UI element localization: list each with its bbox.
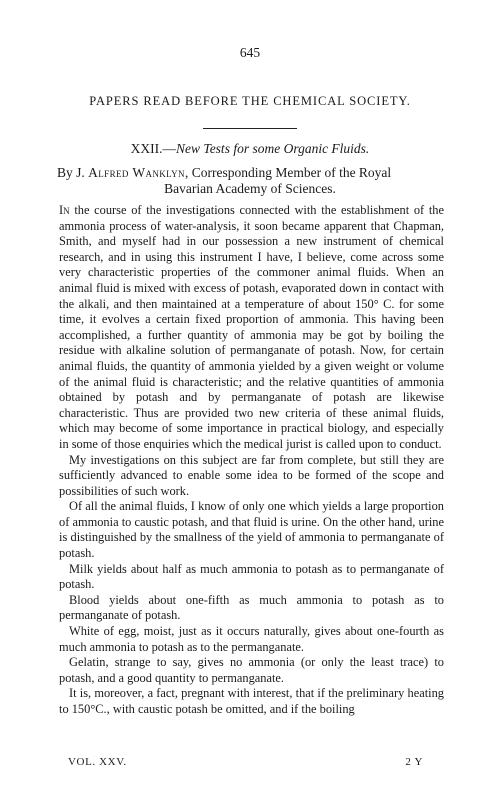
byline — [57, 165, 443, 197]
title-rule — [203, 128, 297, 129]
paragraph-8: It is, moreover, a fact, pregnant with interest, that if the preliminary heating to 150°C., with caustic potash be omitted, and if the boiling — [59, 686, 444, 716]
paragraph-6: White of egg, moist, just as it occurs naturally, gives about one-fourth as much ammonia to potash as to the permanganate. — [59, 624, 444, 654]
paragraph-1-text: the course of the investigations connected with the establishment of the ammonia process of water-analysis, it soon became apparent that Chapman, Smith, and myself had in our possession a new instrument of chemical research, and in using this instrument I have, I believe, come across some very characteristic properties of the commoner animal fluids. When an animal fluid is mixed with excess of potash, evaporated down in contact with the alkali, and then maintained at a temperature of about 150° C. for some time, it evolves a certain fixed proportion of ammonia. This having been accomplished, a further quantity of ammonia may be got by boiling the residue with alkaline solution of permanganate of potash. Now, for certain animal fluids, the quantity of ammonia yielded by a given weight or volume of the animal fluid is characteristic; and the relative quantities of ammonia obtained by potash and by permanganate of potash are likewise characteristic. Thus are provided two new criteria of these animal fluids, which may become of some importance in practical biology, and especially in some of those enquiries which the medical jurist is called upon to conduct. — [59, 203, 444, 451]
paragraph-5: Blood yields about one-fifth as much ammonia to potash as to permanganate of potash. — [59, 592, 444, 623]
paragraph-4: Milk yields about half as much ammonia to potash as to permanganate of potash. — [59, 561, 444, 592]
signature-mark: 2 Y — [405, 756, 423, 768]
paragraph-7: Gelatin, strange to say, gives no ammonia (or only the least trace) to potash, and a good quantity to permanganate. — [59, 655, 444, 685]
affiliation-part-1: , Corresponding Member of the Royal — [184, 165, 392, 180]
article-title-text: New Tests for some Organic Fluids. — [176, 141, 370, 156]
byline-line-1 — [57, 165, 443, 181]
paragraph-initial: In — [59, 203, 70, 217]
author-name: Alfred Wanklyn — [88, 165, 185, 180]
volume-label: VOL. XXV. — [68, 756, 127, 768]
article-title — [0, 141, 500, 157]
page-number: 645 — [239, 45, 261, 60]
affiliation-part-2: Bavarian Academy of Sciences. — [164, 181, 336, 196]
paragraph-1 — [59, 203, 444, 453]
running-header: PAPERS READ BEFORE THE CHEMICAL SOCIETY. — [89, 94, 411, 108]
byline-by: By J. — [57, 165, 85, 180]
paragraph-2: My investigations on this subject are far from complete, but still they are sufficiently advanced to enable some idea to be formed of the scope and possibilities of such work. — [59, 452, 444, 498]
article-number: XXII.— — [130, 141, 177, 156]
paragraph-3: Of all the animal fluids, I know of only one which yields a large proportion of ammonia to caustic potash, and that fluid is urine. On the other hand, urine is distinguished by the smallness of the yield of ammonia to permanganate of potash. — [59, 499, 444, 561]
article-body — [59, 203, 444, 718]
